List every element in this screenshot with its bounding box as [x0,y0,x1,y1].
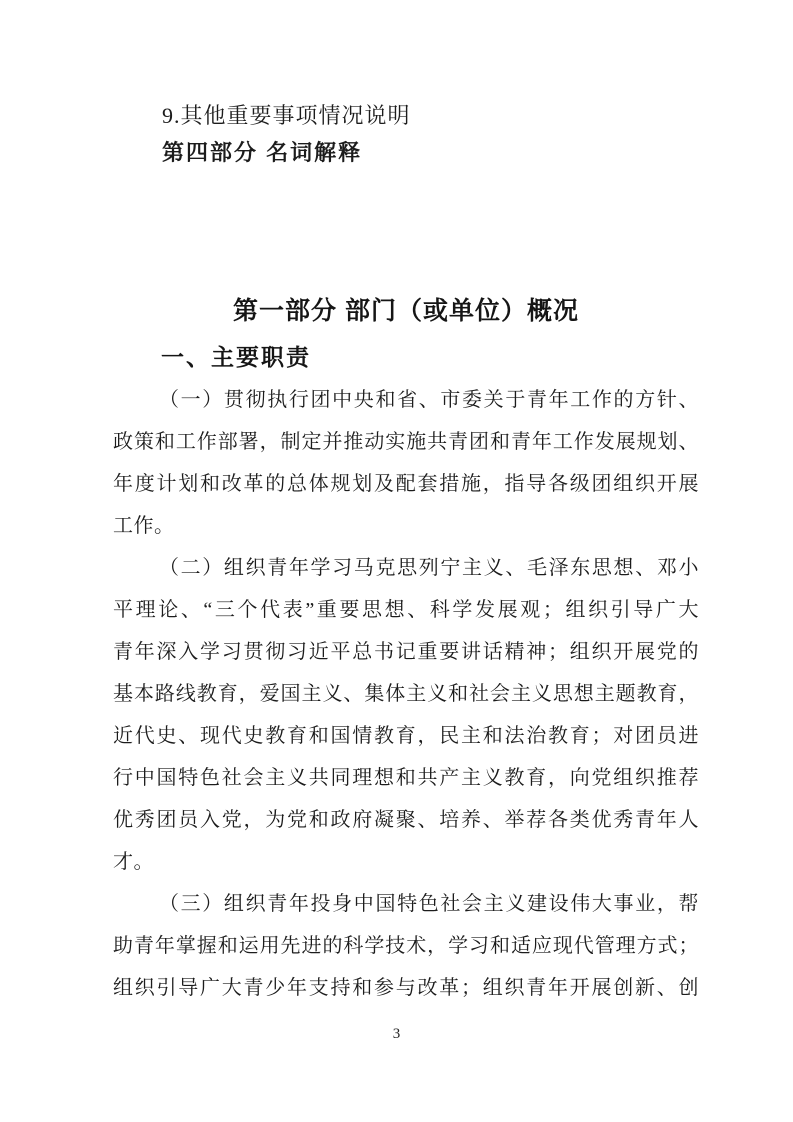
page-number: 3 [392,1026,401,1042]
toc-part4-heading: 第四部分 名词解释 [162,140,363,165]
paragraphs-block [113,379,699,1009]
paragraph-line: 行中国特色社会主义共同理想和共产主义教育，向党组织推荐 [113,767,699,789]
toc-entry-other-matters: 9.其他重要事项情况说明 [162,103,411,128]
paragraph-line: （二）组织青年学习马克思列宁主义、毛泽东思想、邓小 [159,557,699,579]
paragraph-line: 年度计划和改革的总体规划及配套措施，指导各级团组织开展 [113,473,699,495]
paragraph-line: 优秀团员入党，为党和政府凝聚、培养、举荐各类优秀青年人 [113,809,699,831]
paragraph-line: 才。 [113,851,154,873]
paragraph-line: 组织引导广大青少年支持和参与改革；组织青年开展创新、创 [113,977,699,999]
part1-title: 第一部分 部门（或单位）概况 [233,297,579,325]
paragraph-line: （三）组织青年投身中国特色社会主义建设伟大事业，帮 [159,893,699,915]
paragraph-line: 助青年掌握和运用先进的科学技术，学习和适应现代管理方式； [113,935,699,957]
paragraph-line: 基本路线教育，爱国主义、集体主义和社会主义思想主题教育， [113,683,699,705]
main-duties-heading: 一、主要职责 [161,344,311,370]
paragraph-line: （一）贯彻执行团中央和省、市委关于青年工作的方针、 [159,389,699,411]
paragraph-line: 青年深入学习贯彻习近平总书记重要讲话精神；组织开展党的 [113,641,699,663]
paragraph-line: 近代史、现代史教育和国情教育，民主和法治教育；对团员进 [113,725,699,747]
paragraph-line: 工作。 [113,515,175,537]
paragraph-line: 政策和工作部署，制定并推动实施共青团和青年工作发展规划、 [113,431,699,453]
paragraph-line: 平理论、“三个代表”重要思想、科学发展观；组织引导广大 [113,599,699,621]
